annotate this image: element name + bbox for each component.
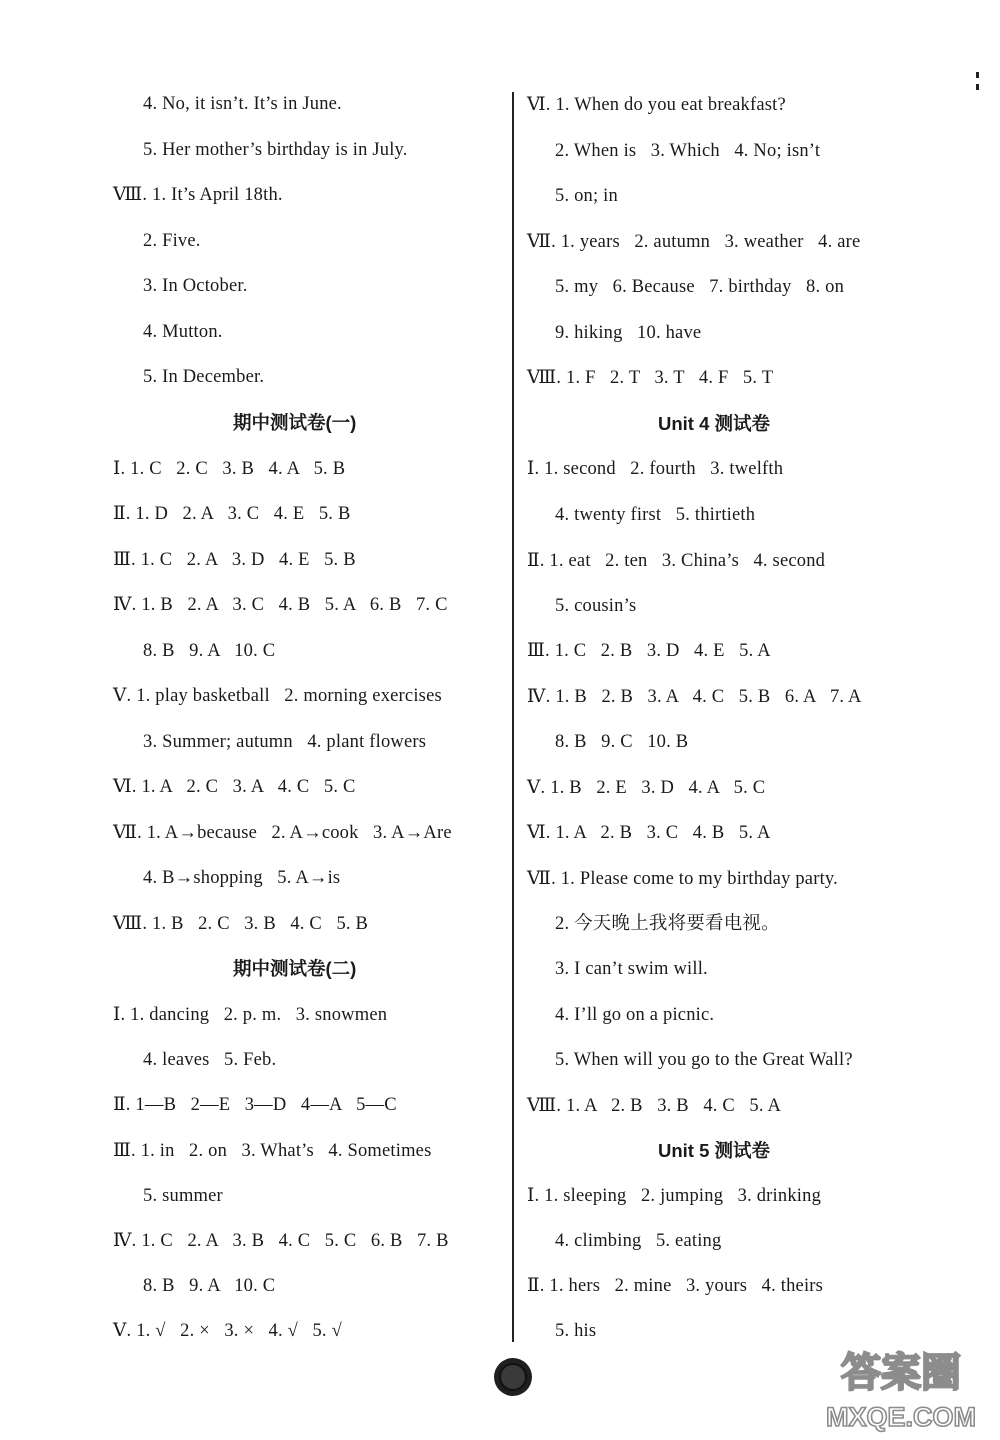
- section-heading: 期中测试卷(二): [233, 958, 357, 979]
- answer-line: Ⅰ. 1. C 2. C 3. B 4. A 5. B: [113, 459, 346, 479]
- section-heading: Unit 5 测试卷: [658, 1140, 771, 1161]
- answer-line: Ⅰ. 1. sleeping 2. jumping 3. drinking: [527, 1186, 822, 1206]
- answer-line: 3. I can’t swim will.: [555, 959, 708, 979]
- answer-line: Ⅵ. 1. A 2. C 3. A 4. C 5. C: [113, 777, 356, 797]
- page-number-badge: [494, 1358, 532, 1396]
- answer-line: 5. my 6. Because 7. birthday 8. on: [555, 277, 845, 297]
- answer-line: Ⅶ. 1. years 2. autumn 3. weather 4. are: [527, 232, 861, 252]
- answer-line: Ⅳ. 1. C 2. A 3. B 4. C 5. C 6. B 7. B: [113, 1231, 449, 1251]
- answer-line: Ⅱ. 1. eat 2. ten 3. China’s 4. second: [527, 551, 826, 571]
- answer-line: Ⅷ. 1. F 2. T 3. T 4. F 5. T: [527, 368, 774, 388]
- answer-line: 4. leaves 5. Feb.: [143, 1050, 277, 1070]
- corner-mark: [976, 72, 982, 96]
- answer-line: 4. Mutton.: [143, 322, 223, 342]
- answer-line: 8. B 9. A 10. C: [143, 1276, 276, 1296]
- answer-line: Ⅳ. 1. B 2. B 3. A 4. C 5. B 6. A 7. A: [527, 687, 862, 707]
- answer-line: 3. Summer; autumn 4. plant flowers: [143, 732, 427, 752]
- section-heading: Unit 4 测试卷: [658, 413, 771, 434]
- answer-line: 2. When is 3. Which 4. No; isn’t: [555, 141, 821, 161]
- watermark-chinese: 答案圈: [841, 1350, 961, 1396]
- answer-line: Ⅶ. 1. Please come to my birthday party.: [527, 869, 838, 889]
- page-number-circle-icon: [499, 1363, 527, 1391]
- answer-line: Ⅷ. 1. It’s April 18th.: [113, 185, 283, 205]
- answer-line: Ⅴ. 1. B 2. E 3. D 4. A 5. C: [527, 778, 766, 798]
- section-heading: 期中测试卷(一): [233, 412, 357, 433]
- answer-line: Ⅶ. 1. A→because 2. A→cook 3. A→Are: [113, 823, 452, 843]
- answer-line: 9. hiking 10. have: [555, 323, 702, 343]
- answer-line: Ⅲ. 1. in 2. on 3. What’s 4. Sometimes: [113, 1141, 432, 1161]
- answer-line: 4. I’ll go on a picnic.: [555, 1005, 715, 1025]
- answer-line: Ⅴ. 1. √ 2. × 3. × 4. √ 5. √: [113, 1321, 342, 1341]
- answer-line: Ⅰ. 1. dancing 2. p. m. 3. snowmen: [113, 1005, 388, 1025]
- column-divider: [512, 92, 514, 1342]
- answer-line: 5. summer: [143, 1186, 223, 1206]
- answer-line: 2. Five.: [143, 231, 201, 251]
- answer-line: Ⅵ. 1. When do you eat breakfast?: [527, 95, 786, 115]
- watermark-logo: [806, 1340, 996, 1436]
- answer-line: 4. climbing 5. eating: [555, 1231, 722, 1251]
- answer-line: 4. No, it isn’t. It’s in June.: [143, 94, 342, 114]
- answer-line: 5. In December.: [143, 367, 265, 387]
- answer-line: Ⅱ. 1—B 2—E 3—D 4—A 5—C: [113, 1095, 397, 1115]
- answer-line: Ⅰ. 1. second 2. fourth 3. twelfth: [527, 459, 784, 479]
- answer-line: 5. on; in: [555, 186, 618, 206]
- answer-line: Ⅷ. 1. A 2. B 3. B 4. C 5. A: [527, 1096, 782, 1116]
- answer-line: 5. his: [555, 1321, 597, 1341]
- answer-line: Ⅳ. 1. B 2. A 3. C 4. B 5. A 6. B 7. C: [113, 595, 448, 615]
- answer-line: 3. In October.: [143, 276, 248, 296]
- answer-line: Ⅲ. 1. C 2. A 3. D 4. E 5. B: [113, 550, 356, 570]
- answer-line: 2. 今天晚上我将要看电视。: [555, 914, 780, 934]
- answer-line: Ⅱ. 1. hers 2. mine 3. yours 4. theirs: [527, 1276, 824, 1296]
- answer-line: 5. When will you go to the Great Wall?: [555, 1050, 853, 1070]
- answer-line: 8. B 9. A 10. C: [143, 641, 276, 661]
- answer-line: 4. B→shopping 5. A→is: [143, 868, 341, 888]
- answer-line: Ⅷ. 1. B 2. C 3. B 4. C 5. B: [113, 914, 369, 934]
- answer-line: 5. cousin’s: [555, 596, 637, 616]
- answer-line: 5. Her mother’s birthday is in July.: [143, 140, 408, 160]
- answer-line: 4. twenty first 5. thirtieth: [555, 505, 756, 525]
- answer-line: 8. B 9. C 10. B: [555, 732, 689, 752]
- watermark-url: MXQE.COM: [825, 1402, 977, 1432]
- answer-line: Ⅴ. 1. play basketball 2. morning exercises: [113, 686, 442, 706]
- answer-line: Ⅵ. 1. A 2. B 3. C 4. B 5. A: [527, 823, 771, 843]
- answer-line: Ⅱ. 1. D 2. A 3. C 4. E 5. B: [113, 504, 351, 524]
- answer-line: Ⅲ. 1. C 2. B 3. D 4. E 5. A: [527, 641, 771, 661]
